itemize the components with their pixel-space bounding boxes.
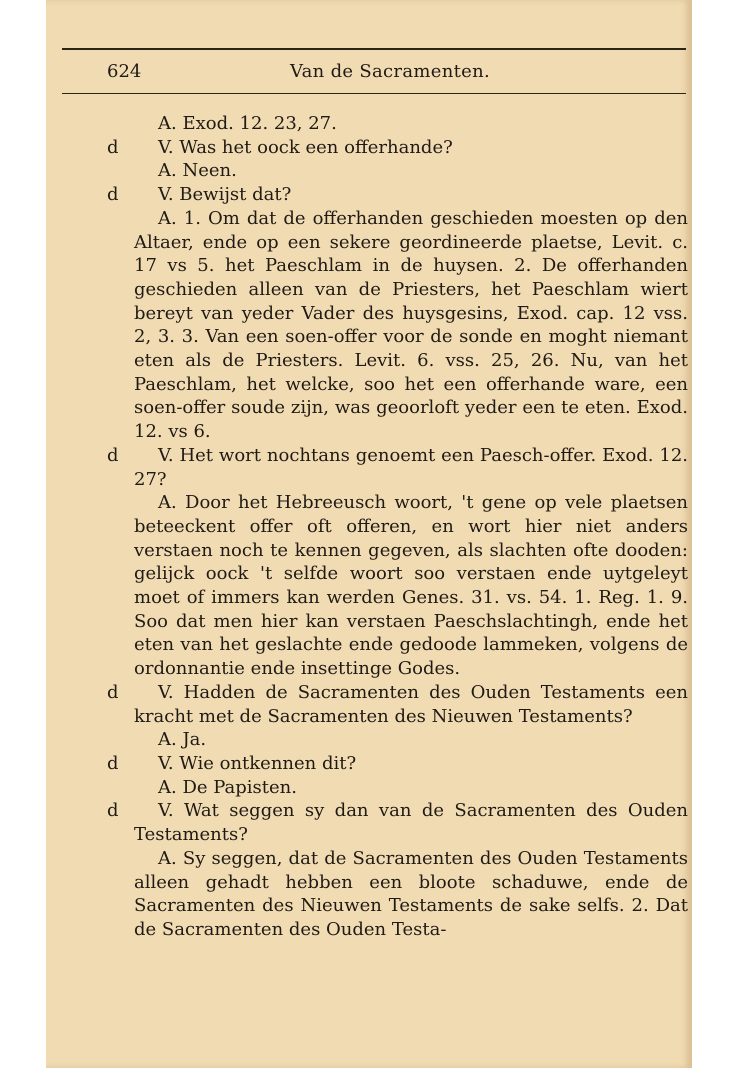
paragraph-text: V. Hadden de Sacramenten des Ouden Testaments een kracht met de Sacramenten des Nieuwen Testaments? <box>134 681 688 727</box>
margin-marker: d <box>107 136 119 158</box>
paragraph-text: V. Was het oock een offerhande? <box>158 136 453 158</box>
header-rule-top <box>62 48 686 50</box>
margin-marker: d <box>107 444 119 466</box>
paragraph-answer <box>134 112 688 136</box>
paragraph-answer <box>134 207 688 444</box>
paragraph-answer <box>134 776 688 800</box>
paragraph-question <box>107 752 688 776</box>
page-number: 624 <box>107 61 142 82</box>
paragraph-answer <box>134 159 688 183</box>
margin-marker: d <box>107 681 119 703</box>
paragraph-question <box>107 681 688 728</box>
body-text <box>0 112 738 942</box>
paragraph-answer <box>134 728 688 752</box>
margin-marker: d <box>107 800 119 822</box>
margin-marker: d <box>107 184 119 206</box>
paragraph-text: V. Wat seggen sy dan van de Sacramenten des Ouden Testaments? <box>134 800 688 846</box>
paragraph-text: A. Sy seggen, dat de Sacramenten des Ouden Testaments alleen gehadt hebben een bloote schaduwe, ende de Sacramenten des Nieuwen Testaments de sake selfs. 2. Dat de Sacramenten des Ouden Testa- <box>134 847 688 940</box>
paragraph-text: V. Wie ontkennen dit? <box>158 752 357 774</box>
paragraph-text: A. Ja. <box>158 729 207 751</box>
paragraph-text: V. Bewijst dat? <box>158 184 292 206</box>
paragraph-text: A. Exod. 12. 23, 27. <box>158 113 337 134</box>
paragraph-answer <box>134 847 688 942</box>
margin-marker: d <box>107 752 119 774</box>
paragraph-text: V. Het wort nochtans genoemt een Paesch-offer. Exod. 12. 27? <box>134 444 688 490</box>
paragraph-text: A. 1. Om dat de offerhanden geschieden moesten op den Altaer, ende op een sekere geordineerde plaetse, Levit. c. 17 vs 5. het Paeschlam in de huysen. 2. De offerhanden geschieden alleen van de Priesters, het Paeschlam wiert bereyt van yeder Vader des huysgesins, Exod. cap. 12 vss. 2, 3. 3. Van een soen-offer voor de sonde en moght niemant eten als de Priesters. Levit. 6. vss. 25, 26. Nu, van het Paeschlam, het welcke, soo het een offerhande ware, een soen-offer soude zijn, was geoorloft yeder een te eten. Exod. 12. vs 6. <box>134 207 688 443</box>
paragraph-answer <box>134 491 688 681</box>
running-head: Van de Sacramenten. <box>290 61 490 82</box>
paragraph-text: A. Neen. <box>158 160 237 182</box>
paragraph-question <box>107 444 688 491</box>
paragraph-question <box>107 183 688 207</box>
paragraph-text: A. De Papisten. <box>158 776 297 798</box>
paragraph-text: A. Door het Hebreeusch woort, 't gene op vele plaetsen beteeckent offer oft offeren, en wort hier niet anders verstaen noch te kennen gegeven, als slachten ofte dooden: gelijck oock 't selfde woort soo verstaen ende uytgeleyt moet of immers kan werden Genes. 31. vs. 54. 1. Reg. 1. 9. Soo dat men hier kan verstaen Paeschslachtingh, ende het eten van het geslachte ende gedoode lammeken, volgens de ordonnantie ende insettinge Godes. <box>134 492 688 680</box>
header-rule-bottom <box>62 93 686 94</box>
paragraph-question <box>107 799 688 846</box>
paragraph-question <box>107 136 688 160</box>
